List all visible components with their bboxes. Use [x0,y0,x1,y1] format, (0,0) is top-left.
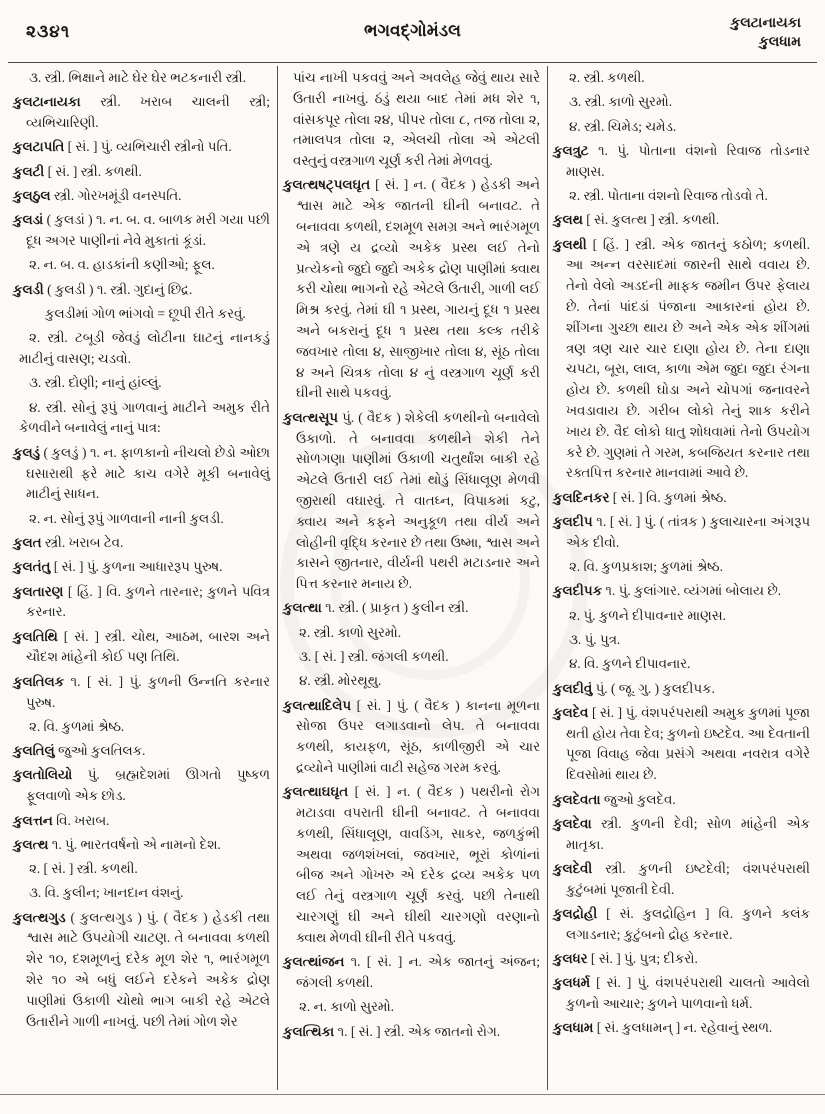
headword: કુલદ્રોહી [553,905,607,921]
entry-sense: ૨. ન. સોનું રૂપું ગાળવાની નાની કુલડી. [29,510,224,526]
dictionary-entry: કુલત્થષટ્પલઘૃત [ સં. ] ન. ( વૈદક ) હેડકી અને શ્વાસ માટે એક જાતની ઘીની બનાવટ. તે બનાવવા કળથી, દશમૂળ સમગ્ર અને ભારંગમૂળ એ ત્રણે ય દ્રવ્યો અકેક પ્રસ્થ લઈ તેનો પ્રત્યેકનો જુદો જુદો અકેક દ્રોણ પાણીમાં ક્વાથ કરી ચોથા ભાગનો રહે એટલે ઉતારી, ગાળી લઈ મિશ્ર કરવું. તેમાં ઘી ૧ પ્રસ્થ, ગાયનું દૂધ ૧ પ્રસ્થ અને બકરાનું દૂધ ૧ પ્રસ્થ તથા કલ્ક તરીકે જવખાર તોલા ૪, સાજીખાર તોલા ૪, સૂંઠ તોલા ૪ અને ચિત્રક તોલા ૪ નું વસ્ત્રગાળ ચૂર્ણ કરી ઘીની સાથે પકવવું. [283,177,540,401]
dictionary-entry: કુલટી [ સં. ] સ્ત્રી. કળથી. [13,163,142,179]
guide-words [730,14,801,52]
headword: કુલદેવી [553,860,606,876]
page-header [0,14,825,62]
dictionary-entry: કુલડી ( કુલડી ) ૧. સ્ત્રી. ગુદાનું છિદ્ર. [13,281,193,297]
dictionary-entry: કુલત્થા ૧. સ્ત્રી. ( પ્રાકૃત ) કુલીન સ્ત્રી. [283,600,469,616]
dictionary-entry: કુલઠુલ સ્ત્રી. ગોરખમૂંડી વનસ્પતિ. [13,187,182,203]
headword: કુલત્થા [283,600,326,616]
entry-sense: ૨. સ્ત્રી. પોતાના વંશનો રિવાજ તોડવો તે. [569,187,768,203]
entry-sense: ૨. ન. બ. વ. હાડકાંની કણીઓ; ફૂલ. [29,257,215,273]
entry-sense: ૨. ન. કાળો સુરમો. [299,999,395,1015]
headword: કુલડાં [13,212,47,228]
entry-sense: ૨. સ્ત્રી. ટબૂડી જેવડું લોટીના ઘાટનું નાનકડું માટીનું વાસણ; ચડવો. [19,330,270,367]
entry-sense: ૩. [ સં. ] સ્ત્રી. જંગલી કળથી. [299,649,449,665]
dictionary-entry: કુલથી [ હિં. ] સ્ત્રી. એક જાતનું કઠોળ; કળથી. આ અન્ન વરસાદમાં જારની સાથે વવાય છે. તેનો વેલો અડદની માફક જમીન ઉપર ફેલાય છે. તેનાં પાંદડાં પંજાના આકારનાં હોય છે. શીંગના ગુચ્છા થાય છે અને એક એક શીંગમાં ત્રણ ત્રણ ચાર ચાર દાણા હોય છે. તેના દાણા ચપટા, બૂરા, લાલ, કાળા એમ જુદા જુદા રંગના હોય છે. કળથી ઘોડા અને ચોપગાં જનાવરને ખવડાવાય છે. ગરીબ લોકો તેનું શાક કરીને ખાય છે. વૈદ લોકો ધાતુ શોધવામાં તેનો ઉપયોગ કરે છે. ગુણમાં તે ગરમ, કબજિયત કરનાર તથા રક્તપિત્ત કરનાર માનવામાં આવે છે. [553,236,810,481]
page-number: ૨૩૪૧ [26,22,71,41]
column-1 [8,66,277,1090]
dictionary-entry: કુલતિથિ [ સં. ] સ્ત્રી. ચોથ, આઠમ, બારશ અને ચૌદશ માંહેની કોઈ પણ તિથિ. [13,628,270,665]
dictionary-entry: કુલત્તન વિ. ખરાબ. [13,812,110,828]
dictionary-entry: કુલટાનાયકા સ્ત્રી. ખરાબ ચાલની સ્ત્રી; વ્યભિચારિણી. [13,94,270,131]
dictionary-entry: કુલત્થાંજન ૧. [ સં. ] ન. એક જાતનું અંજન; જંગલી કળથી. [283,954,540,990]
entry-sense: ૪. સ્ત્રી. મોરથૂથુ. [299,673,382,689]
headword: કુલતારણ [13,583,68,599]
headword: કુલધામ [553,1020,597,1036]
entry-cont: પાંચ નાખી પકવવું અને અવલેહ જેવું થાય સારે ઉતારી નાખવું. ઠંડું થયા બાદ તેમાં મધ શેર ૧, વાંસકપૂર તોલા ૨૪, પીપર તોલા ૮, તજ તોલા ૨, તમાલપત્ર તોલા ૨, એલચી તોલા એ એટલી વસ્તુનું વસ્ત્રગાળ ચૂર્ણ કરી તેમાં મેળવવું. [293,70,540,169]
dictionary-entry: કુલધામ [ સં. કુલધામન્ ] ન. રહેવાનું સ્થળ. [553,1020,773,1036]
dictionary-entry: કુલદીવું પું. ( જૂ. ગુ. ) કુલદીપક. [553,680,715,696]
dictionary-entry: કુલદ્રોહી [ સં. કુલદ્રોહિન ] વિ. કુળને કલંક લગાડનાર; કુટુંબનો દ્રોહ કરનાર. [553,905,810,942]
entry-sense: ૩. વિ. કુલીન; ખાનદાન વંશનું. [29,885,184,901]
headword: કુલત્થષટ્પલઘૃત [283,177,376,193]
dictionary-entry: કુલતારણ [ હિં. ] વિ. કુળને તારનાર; કુળને પવિત્ર કરનાર. [13,583,270,620]
header-rule [8,62,817,63]
dictionary-entry: કુલદેવ [ સં. ] પું. વંશપરંપરાથી અમુક કુળમાં પૂજા થતી હોય તેવા દેવ; કુળનો ઇષ્ટદેવ. આ દેવતાની પૂજા વિવાહ જેવા પ્રસંગે અથવા નવરાત્ર વગેરે દિવસોમાં થાય છે. [553,704,810,783]
dictionary-entry: કુલટાપતિ [ સં. ] પું. વ્યભિચારી સ્ત્રીનો પતિ. [13,139,232,155]
column-2 [277,66,547,1090]
headword: કુલત્થાદિલેપ [283,697,357,713]
dictionary-entry: કુલત સ્ત્રી. ખરાબ ટેવ. [13,534,124,550]
dictionary-entry: કુલદેવી સ્ત્રી. કુળની ઇષ્ટદેવી; વંશપરંપરાથી કુટુંબમાં પૂજાતી દેવી. [553,860,810,897]
headword: કુલદેવતા [553,791,604,807]
entry-sense: ૩. સ્ત્રી. કાળો સુરમો. [569,94,673,110]
dictionary-entry: કુલતંતુ [ સં. ] પું. કુળના આધારરૂપ પુરુષ. [13,559,223,575]
entry-sense: ૨. સ્ત્રી. કાળો સુરમો. [299,624,402,640]
dictionary-entry: કુલતિલક ૧. [ સં. ] પું. કુળની ઉન્નતિ કરનાર પુરુષ. [13,673,270,710]
entry-sense: ૪. વિ. કુળને દીપાવનાર. [569,656,691,672]
footer-rule [0,1094,825,1095]
headword: કુલથી [553,236,593,252]
entry-sense: ૨. [ સં. ] સ્ત્રી. કળથી. [29,861,138,877]
headword: કુલથ [553,212,587,228]
headword: કુલત્થસૂપ [283,409,343,425]
headword: કુલદિનકર [553,489,613,505]
dictionary-entry: કુલડાં ( કુલડાં ) ૧. ન. બ. વ. બાળક મરી ગયા પછી દૂધ અગર પાણીનાં નેવે મુકાતાં કૂંડાં. [13,212,270,249]
entry-sense: ૨. વિ. કુળપ્રકાશ; કુળમાં શ્રેષ્ઠ. [569,559,723,575]
dictionary-entry: કુલત્થગુડ ( કુલત્થગુડ ) પું. ( વૈદક ) હેડકી તથા શ્વાસ માટે ઉપયોગી ચાટણ. તે બનાવવા કળથી શેર ૧૦, દશમૂળનું દરેક મૂળ શેર ૧, ભારંગમૂળ શેર ૧૦ એ બધું લઈને દરેકને અકેક દ્રોણ પાણીમાં ઉકાળી ચોથો ભાગ બાકી રહે એટલે ઉતારીને ગાળી નાખવું. પછી તેમાં ગોળ શેર [13,909,271,1029]
headword: કુલડું [13,444,44,460]
dictionary-entry: કુલથ [ સં. કુલત્થ ] સ્ત્રી. કળથી. [553,212,720,228]
headword: કુલત્થિકા [283,1023,338,1039]
headword: કુલટાપતિ [13,139,68,155]
dictionary-entry: કુલતોલિયો પું. બ્રહ્મદેશમાં ઊગતો પુષ્કળ ફૂલવાળો એક છોડ. [13,767,270,804]
entry-sense: ૨. પું. કુળને દીપાવનાર માણસ. [569,607,726,623]
headword: કુલઠુલ [13,187,54,203]
dictionary-entry: કુલદેવતા જુઓ કુલદેવ. [553,791,676,807]
dictionary-entry: કુલડું ( કુલડું ) ૧. ન. ફાળકાનો નીચલો છેડો ઓછા ઘસારાથી ફરે માટે કાચ વગેરે મૂકી બનાવેલું માટીનું સાધન. [13,444,270,502]
column-3 [547,66,817,1090]
headword: કુલટી [13,163,48,179]
entry-sense: ૨. વિ. કુળમાં શ્રેષ્ઠ. [29,718,125,734]
headword: કુલતિલક [13,673,71,689]
entry-sense: ૩. સ્ત્રી. ભિક્ષાને માટે ઘેર ઘેર ભટકનારી સ્ત્રી. [29,70,246,85]
headword: કુલતોલિયો [13,767,88,783]
headword: કુલદીપક [553,583,606,599]
dictionary-entry: કુલદિનકર [ સં. ] વિ. કુળમાં શ્રેષ્ઠ. [553,489,727,505]
headword: કુલધર્મ [553,975,597,991]
headword: કુલધર [553,951,591,967]
headword: કુલતિથિ [13,628,64,644]
headword: કુલદીપ [553,513,597,529]
dictionary-entry: કુલત્થ ૧. પું. ભારતવર્ષનો એ નામનો દેશ. [13,836,221,852]
headword: કુલદીવું [553,680,596,696]
entry-sense: ૩. પું. પુત્ર. [569,631,621,647]
headword: કુલતંતુ [13,559,54,575]
dictionary-entry: કુલદીપક ૧. પું. કુલાંગાર. વ્યંગમાં બોલાય છે. [553,583,782,599]
entry-sense: ૪. સ્ત્રી. સોનું રૂપું ગાળવાનું માટીને અમુક રીતે કેળવીને બનાવેલું નાનું પાત્ર: [19,399,270,436]
headword: કુલડી [13,281,48,297]
book-title: ભગવદ્ગોમંડલ [364,21,461,40]
headword: કુલત્તન [13,812,57,828]
headword: કુલત્થ [13,836,52,852]
guide-word-first: કુલટાનાયકા [730,16,801,31]
headword: કુલદેવા [553,815,602,831]
entry-idiom: કુલડીમાં ગોળ ભાંગવો = છૂપી રીતે કરવું. [45,305,246,321]
dictionary-entry: કુલત્રુટ ૧. પું. પોતાના વંશનો રિવાજ તોડનાર માણસ. [553,142,811,179]
headword: કુલત્થાઘઘૃત [283,784,355,800]
entry-sense: ૪. સ્ત્રી. ચિમેડ; ચમેડ. [569,118,677,134]
entry-sense: ૨. સ્ત્રી. કળથી. [569,70,645,85]
headword: કુલદેવ [553,704,592,720]
dictionary-entry: કુલત્થિકા ૧. [ સં. ] સ્ત્રી. એક જાતનો રોગ. [283,1023,501,1039]
headword: કુલત્થાંજન [283,954,351,970]
dictionary-entry: કુલધર [ સં. ] પું. પુત્ર; દીકરો. [553,951,698,967]
dictionary-entry: કુલત્થસૂપ પું. ( વૈદક ) શેકેલી કળથીનો બનાવેલો ઉકાળો. તે બનાવવા કળથીને શેકી તેને સોળગણા પાણીમાં ઉકાળી ચતુર્થાંશ બાકી રહે એટલે ઉતારી લઈ તેમાં થોડું સિંધાલૂણ મેળવી જીરાથી વઘારવું. તે વાતઘ્ન, વિપાકમાં કટુ, ક્વાય અને કફને અનુકૂળ તથા વીર્ય અને લોહીની વૃદ્ધિ કરનાર છે તથા ઉષ્મા, શ્વાસ અને કાસને જીતનાર, વીર્યની પથરી મટાડનાર અને પિત્ત કરનાર મનાય છે. [283,409,540,592]
dictionary-entry: કુલધર્મ [ સં. ] પું. વંશપરંપરાથી ચાલતો આવેલો કુળનો આચાર; કુળને પાળવાનો ધર્મ. [553,975,810,1012]
headword: કુલત્થગુડ [13,909,71,925]
dictionary-entry: કુલદીપ ૧. [ સં. ] પું. ( તાંત્રક ) કુલાચારના અંગરૂપ એક દીવો. [553,513,811,550]
headword: કુલત્રુટ [553,142,598,158]
dictionary-entry: કુલત્થાઘઘૃત [ સં. ] ન. ( વૈદક ) પથરીનો રોગ મટાડવા વપરાતી ઘીની બનાવટ. તે બનાવવા કળથી, સિંધાલૂણ, વાવડિંગ, સાકર, જળકુંભી અથવા જળશંખલાં, જવખાર, ભૂરાં કોળાંનાં બીજ અને ગોખરુ એ દરેક દ્રવ્ય અકેક પળ લઈ તેનું વસ્ત્રગાળ ચૂર્ણ કરવું. પછી તેનાથી ચારગણું ઘી અને ઘીથી ચારગણો વરણાનો ક્વાથ મેળવી ઘીની રીતે પકવવું. [283,784,540,945]
entry-sense: ૩. સ્ત્રી. દોણી; નાનું હાંલ્લું. [29,375,162,391]
dictionary-entry: કુલત્થાદિલેપ [ સં. ] પું. ( વૈદક ) કાનના મૂળના સોજા ઉપર લગાડવાનો લેપ. તે બનાવવા કળથી, કાયફળ, સૂંઠ, કાળીજીરી એ ચાર દ્રવ્યોને પાણીમાં વાટી સહેજ ગરમ કરવું. [283,697,540,775]
headword: કુલતિલું [13,743,58,759]
headword: કુલત [13,534,45,550]
dictionary-entry: કુલતિલું જુઓ કુલતિલક. [13,743,146,759]
dictionary-entry: કુલદેવા સ્ત્રી. કુળની દેવી; સોળ માંહેની એક માતૃકા. [553,815,810,852]
text-columns [8,66,817,1090]
guide-word-last: કુલધામ [758,35,801,50]
headword: કુલટાનાયકા [13,94,101,110]
